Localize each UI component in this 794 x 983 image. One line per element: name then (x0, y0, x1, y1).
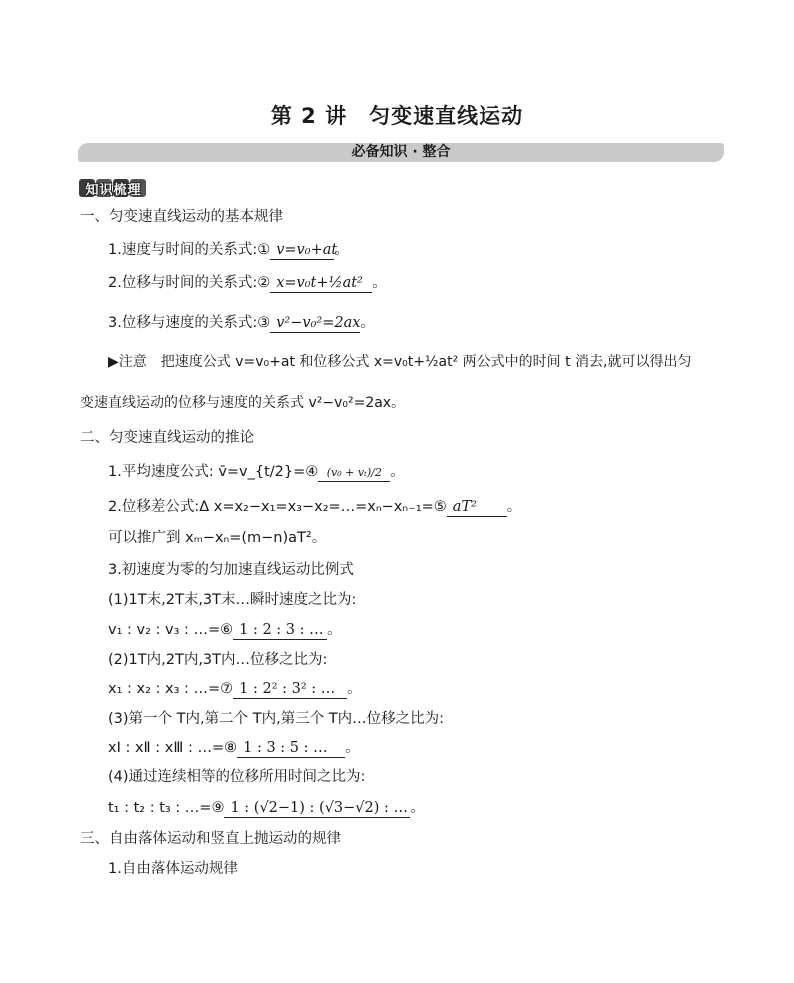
ratio-line-2 (108, 679, 362, 699)
answer-4: (v₀ + vₜ)/2 (318, 464, 390, 482)
subheading-free-fall: 1.自由落体运动规律 (108, 861, 238, 877)
formula-label-3: 3.位移与速度的关系式:③ (108, 315, 271, 331)
formula-label-2: 2.位移与时间的关系式:② (108, 275, 271, 291)
inference-line-2 (108, 497, 521, 517)
section-banner-label: 必备知识 · 整合 (351, 144, 451, 160)
period-3: 。 (360, 315, 375, 331)
period-2: 。 (372, 275, 387, 291)
heading-1: 一、匀变速直线运动的基本规律 (80, 209, 283, 225)
ratio-label-3: xⅠ : xⅡ : xⅢ : …=⑧ (108, 740, 238, 756)
answer-7: 1 : 2² : 3² : … (233, 681, 347, 699)
answer-2: x=v₀t+½at² (270, 275, 372, 293)
formula-line-2 (108, 273, 387, 293)
note-line-1: ▶注意 把速度公式 v=v₀+at 和位移公式 x=v₀t+½at² 两公式中的时间 t 消去,就可以得出匀 (108, 354, 692, 370)
ratio-heading-4: (4)通过连续相等的位移所用时间之比为: (108, 769, 366, 785)
answer-8: 1 : 3 : 5 : … (237, 740, 345, 758)
ratio-heading-1: (1)1T末,2T末,3T末…瞬时速度之比为: (108, 592, 357, 608)
period-8: 。 (345, 740, 360, 756)
answer-3: v²−v₀²=2ax (270, 315, 360, 333)
period-9: 。 (410, 800, 425, 816)
inference-line-4: 3.初速度为零的匀加速直线运动比例式 (108, 562, 354, 578)
inference-label-2: 2.位移差公式:Δ x=x₂−x₁=x₃−x₂=…=xₙ−xₙ₋₁=⑤ (108, 499, 447, 515)
heading-3: 三、自由落体运动和竖直上抛运动的规律 (80, 831, 341, 847)
answer-6: 1 : 2 : 3 : … (233, 622, 327, 640)
ratio-line-3 (108, 738, 360, 758)
ratio-heading-2: (2)1T内,2T内,3T内…位移之比为: (108, 652, 328, 668)
ratio-line-4 (108, 798, 425, 818)
ratio-label-4: t₁ : t₂ : t₃ : …=⑨ (108, 800, 225, 816)
inference-line-1 (108, 462, 405, 482)
formula-line-1 (108, 240, 349, 260)
inference-label-1: 1.平均速度公式: v̄=v_{t/2}=④ (108, 464, 319, 480)
answer-5: aT² (447, 499, 507, 517)
inference-line-3: 可以推广到 xₘ−xₙ=(m−n)aT²。 (108, 530, 327, 546)
formula-line-3 (108, 313, 375, 333)
period-4: 。 (390, 464, 405, 480)
ratio-label-2: x₁ : x₂ : x₃ : …=⑦ (108, 681, 234, 697)
period-7: 。 (347, 681, 362, 697)
answer-9: 1 : (√2−1) : (√3−√2) : … (224, 800, 410, 818)
heading-2: 二、匀变速直线运动的推论 (80, 430, 254, 446)
period-6: 。 (327, 622, 342, 638)
lesson-title: 第 2 讲 匀变速直线运动 (270, 104, 524, 128)
period-5: 。 (506, 499, 522, 515)
knowledge-badge-label: 知识梳理 (85, 182, 142, 198)
answer-1: v=v₀+at (270, 242, 334, 260)
ratio-line-1 (108, 620, 342, 640)
formula-label-1: 1.速度与时间的关系式:① (108, 242, 271, 258)
period-1: 。 (334, 242, 349, 258)
knowledge-badge (78, 177, 149, 199)
section-banner (78, 143, 724, 162)
ratio-heading-3: (3)第一个 T内,第二个 T内,第三个 T内…位移之比为: (108, 711, 445, 727)
ratio-label-1: v₁ : v₂ : v₃ : …=⑥ (108, 622, 234, 638)
note-line-2: 变速直线运动的位移与速度的关系式 v²−v₀²=2ax。 (80, 395, 406, 411)
